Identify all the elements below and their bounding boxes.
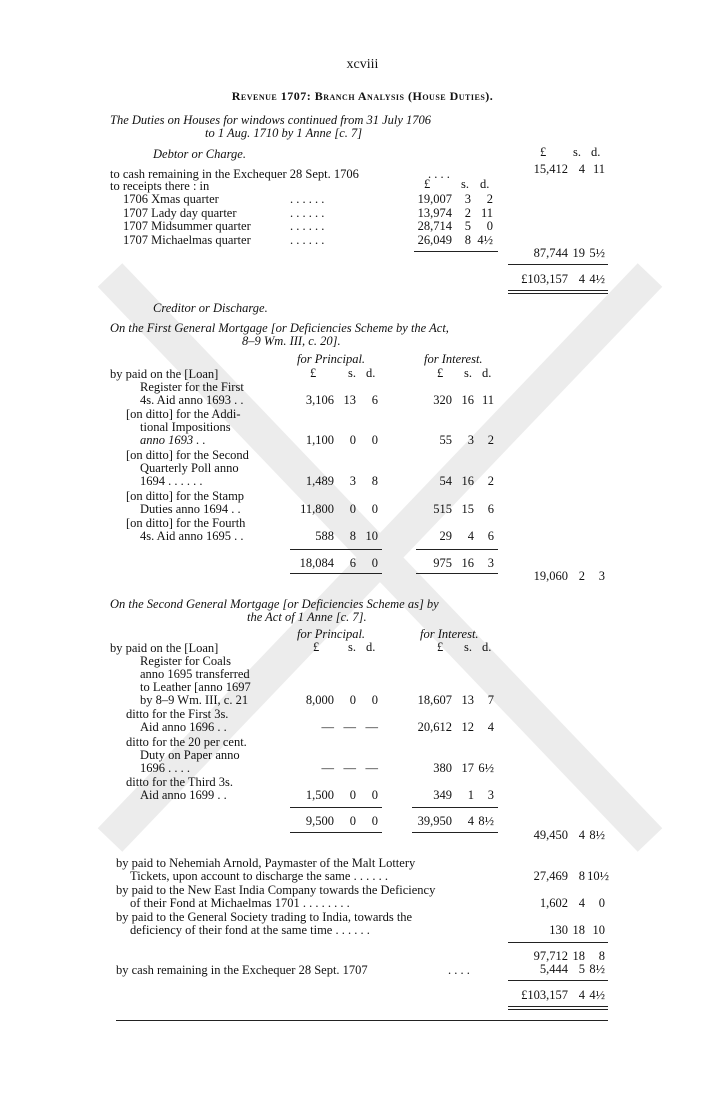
- cash-remaining-end-pounds: 5,444: [539, 962, 568, 976]
- principal-pence: 0: [371, 433, 378, 447]
- interest-pounds: 55: [439, 433, 452, 447]
- row-label-line: ditto for the First 3s.: [126, 707, 229, 721]
- quarter-pence: 0: [486, 219, 493, 233]
- interest-pence: 6½: [478, 761, 494, 775]
- payment-pounds: 130: [549, 923, 568, 937]
- receipts-pounds-header: £: [424, 177, 431, 191]
- row-label-line: tional Impositions: [140, 420, 231, 434]
- interest-pounds: 380: [433, 761, 452, 775]
- first-interest-rule: [416, 549, 498, 550]
- debtor-grand-total-pounds: £103,157: [521, 272, 568, 286]
- principal-pounds: 1,489: [305, 474, 334, 488]
- payment-pounds: 1,602: [539, 896, 568, 910]
- receipts-total-shillings: 19: [572, 246, 585, 260]
- quarter-dots: . . . . . .: [290, 219, 325, 233]
- principal-shillings: 0: [349, 788, 356, 802]
- principal-shillings: 0: [349, 502, 356, 516]
- row-label-line: [on ditto] for the Fourth: [126, 516, 246, 530]
- payment-shillings: 8: [578, 869, 585, 883]
- cash-remaining-end-label: by cash remaining in the Exchequer 28 Sept. 1707: [116, 963, 368, 977]
- interest-shillings: 4: [467, 529, 474, 543]
- payment-pounds: 27,469: [533, 869, 568, 883]
- first-interest-rule-bottom: [416, 573, 498, 574]
- interest-pounds: 54: [439, 474, 452, 488]
- debtor-grand-total-shillings: 4: [578, 272, 585, 286]
- quarter-label: 1707 Michaelmas quarter: [123, 233, 251, 247]
- first-interest-pounds-header: £: [437, 366, 444, 380]
- quarter-label: 1707 Midsummer quarter: [123, 219, 251, 233]
- receipts-total-pounds: 87,744: [533, 246, 568, 260]
- row-label-line: by paid on the [Loan]: [110, 367, 219, 381]
- row-label-line: 1694 . . . . . .: [140, 474, 203, 488]
- interest-shillings: 16: [461, 393, 474, 407]
- row-label-line: Quarterly Poll anno: [140, 461, 239, 475]
- principal-pence: 10: [365, 529, 378, 543]
- first-interest-total-pounds: 975: [433, 556, 452, 570]
- second-interest-total-shillings: 4: [467, 814, 474, 828]
- row-label-line: Aid anno 1696 . .: [140, 720, 227, 734]
- row-label-line: ditto for the Third 3s.: [126, 775, 234, 789]
- receipts-shillings-header: s.: [461, 177, 469, 191]
- page-number: xcviii: [346, 57, 379, 72]
- row-label-line: by 8–9 Wm. III, c. 21: [140, 693, 249, 707]
- principal-pence: 8: [371, 474, 378, 488]
- principal-pence: 0: [371, 693, 378, 707]
- currency-pounds-header: £: [540, 145, 547, 159]
- principal-pounds: 8,000: [305, 693, 334, 707]
- principal-pence: 0: [371, 788, 378, 802]
- interest-shillings: 12: [461, 720, 474, 734]
- interest-pounds: 320: [433, 393, 452, 407]
- payment-line: by paid to the General Society trading to India, towards the: [116, 910, 413, 924]
- debtor-double-rule: [508, 290, 608, 294]
- interest-pounds: 29: [439, 529, 452, 543]
- quarter-dots: . . . . . .: [290, 192, 325, 206]
- principal-shillings: 13: [343, 393, 356, 407]
- interest-pence: 2: [487, 433, 494, 447]
- creditor-heading: Creditor or Discharge.: [153, 301, 268, 315]
- payment-pence: 0: [598, 896, 605, 910]
- final-rule: [508, 980, 608, 981]
- row-label-line: 4s. Aid anno 1693 . .: [140, 393, 244, 407]
- principal-pence: 6: [371, 393, 378, 407]
- subtotal-pounds: 97,712: [533, 949, 568, 963]
- first-principal-total-pence: 0: [371, 556, 378, 570]
- second-principal-header: for Principal.: [297, 627, 366, 641]
- principal-pounds: 3,106: [305, 393, 334, 407]
- principal-shillings: —: [343, 720, 356, 734]
- second-interest-pence-header: d.: [482, 640, 492, 654]
- first-interest-shillings-header: s.: [464, 366, 472, 380]
- cash-remaining-end-shillings: 5: [578, 962, 585, 976]
- interest-pence: 4: [487, 720, 494, 734]
- principal-pounds: 11,800: [300, 502, 334, 516]
- receipts-label: to receipts there : in: [110, 179, 210, 193]
- quarters-rule: [414, 251, 498, 252]
- row-label-line: [on ditto] for the Second: [126, 448, 249, 462]
- interest-shillings: 1: [467, 788, 474, 802]
- row-label-line: to Leather [anno 1697: [140, 680, 251, 694]
- cash-remaining-pounds: 15,412: [533, 162, 568, 176]
- quarter-pence: 2: [486, 192, 493, 206]
- principal-shillings: 0: [349, 433, 356, 447]
- receipts-pence-header: d.: [480, 177, 490, 191]
- first-principal-rule: [290, 549, 382, 550]
- payment-shillings: 18: [572, 923, 585, 937]
- row-label-line: Duties anno 1694 . .: [140, 502, 241, 516]
- page-heading: Revenue 1707: Branch Analysis (House Duties).: [231, 89, 494, 103]
- row-label-line: 1696 . . . .: [140, 761, 190, 775]
- row-label-line: 4s. Aid anno 1695 . .: [140, 529, 244, 543]
- quarter-label: 1706 Xmas quarter: [123, 192, 219, 206]
- second-interest-rule: [412, 807, 498, 808]
- second-interest-shillings-header: s.: [464, 640, 472, 654]
- first-mortgage-title-line1: On the First General Mortgage [or Deficiencies Scheme by the Act,: [110, 321, 449, 335]
- interest-pounds: 18,607: [417, 693, 452, 707]
- interest-pence: 6: [487, 502, 494, 516]
- section-title-line1: The Duties on Houses for windows continued from 31 July 1706: [110, 113, 432, 127]
- quarter-pounds: 28,714: [417, 219, 452, 233]
- principal-shillings: —: [343, 761, 356, 775]
- second-principal-total-pence: 0: [371, 814, 378, 828]
- second-principal-rule-bottom: [290, 832, 382, 833]
- quarter-shillings: 3: [464, 192, 471, 206]
- payment-pence: 10: [592, 923, 605, 937]
- interest-pounds: 349: [433, 788, 452, 802]
- final-double-rule: [508, 1006, 608, 1010]
- cash-remaining-end-dots: . . . .: [448, 963, 470, 977]
- principal-pounds: 588: [315, 529, 334, 543]
- principal-shillings: 3: [349, 474, 356, 488]
- second-mortgage-total-pounds: 49,450: [533, 828, 568, 842]
- principal-pounds: —: [321, 761, 334, 775]
- debtor-heading: Debtor or Charge.: [153, 147, 246, 161]
- principal-pounds: —: [321, 720, 334, 734]
- interest-pounds: 515: [433, 502, 452, 516]
- first-mortgage-total-pounds: 19,060: [533, 569, 568, 583]
- quarter-dots: . . . . . .: [290, 233, 325, 247]
- first-principal-total-pounds: 18,084: [299, 556, 334, 570]
- interest-pence: 3: [487, 788, 494, 802]
- row-label-line: ditto for the 20 per cent.: [126, 735, 247, 749]
- second-mortgage-total-pence: 8½: [589, 828, 605, 842]
- payment-line: by paid to Nehemiah Arnold, Paymaster of the Malt Lottery: [116, 856, 416, 870]
- row-label-line: Register for the First: [140, 380, 244, 394]
- quarter-pence: 11: [480, 206, 493, 220]
- second-principal-total-pounds: 9,500: [305, 814, 334, 828]
- interest-shillings: 15: [461, 502, 474, 516]
- interest-pence: 2: [487, 474, 494, 488]
- quarter-pence: 4½: [477, 233, 493, 247]
- row-label-line: [on ditto] for the Addi-: [126, 407, 241, 421]
- currency-shillings-header: s.: [573, 145, 581, 159]
- second-interest-pounds-header: £: [437, 640, 444, 654]
- payment-pence: 10½: [587, 869, 609, 883]
- quarter-pounds: 26,049: [417, 233, 452, 247]
- principal-pence: 0: [371, 502, 378, 516]
- first-mortgage-title-line2: 8–9 Wm. III, c. 20].: [242, 334, 341, 348]
- row-label-line: anno 1695 transferred: [140, 667, 250, 681]
- principal-pounds: 1,100: [305, 433, 334, 447]
- interest-shillings: 3: [467, 433, 474, 447]
- interest-pounds: 20,612: [417, 720, 452, 734]
- first-principal-shillings-header: s.: [348, 366, 356, 380]
- cash-remaining-shillings: 4: [578, 162, 585, 176]
- row-label-line: Duty on Paper anno: [140, 748, 240, 762]
- principal-pence: —: [365, 720, 378, 734]
- second-mortgage-total-shillings: 4: [578, 828, 585, 842]
- row-label-line: Register for Coals: [140, 654, 231, 668]
- interest-shillings: 17: [461, 761, 474, 775]
- second-interest-total-pence: 8½: [478, 814, 494, 828]
- second-interest-total-pounds: 39,950: [417, 814, 452, 828]
- first-mortgage-total-pence: 3: [598, 569, 605, 583]
- final-total-shillings: 4: [578, 988, 585, 1002]
- second-interest-header: for Interest.: [420, 627, 479, 641]
- row-label-line: Aid anno 1699 . .: [140, 788, 227, 802]
- payment-line: of their Fond at Michaelmas 1701 . . . . . . . .: [130, 896, 350, 910]
- second-mortgage-title-line2: the Act of 1 Anne [c. 7].: [247, 610, 367, 624]
- first-interest-total-pence: 3: [487, 556, 494, 570]
- payments-rule: [508, 942, 608, 943]
- quarter-shillings: 5: [464, 219, 471, 233]
- quarter-shillings: 2: [464, 206, 471, 220]
- first-interest-total-shillings: 16: [461, 556, 474, 570]
- quarter-pounds: 13,974: [417, 206, 452, 220]
- row-label-line: anno 1693 . .: [140, 433, 206, 447]
- first-interest-pence-header: d.: [482, 366, 492, 380]
- interest-pence: 11: [481, 393, 494, 407]
- first-mortgage-total-shillings: 2: [578, 569, 585, 583]
- section-title-line2: to 1 Aug. 1710 by 1 Anne [c. 7]: [205, 126, 363, 140]
- currency-pence-header: d.: [591, 145, 601, 159]
- row-label-line: [on ditto] for the Stamp: [126, 489, 245, 503]
- payment-shillings: 4: [578, 896, 585, 910]
- first-principal-header: for Principal.: [297, 352, 366, 366]
- quarter-dots: . . . . . .: [290, 206, 325, 220]
- second-principal-pence-header: d.: [366, 640, 376, 654]
- first-principal-rule-bottom: [290, 573, 382, 574]
- interest-pence: 6: [487, 529, 494, 543]
- first-interest-header: for Interest.: [424, 352, 483, 366]
- final-total-pence: 4½: [589, 988, 605, 1002]
- principal-pence: —: [365, 761, 378, 775]
- final-total-pounds: £103,157: [521, 988, 568, 1002]
- interest-shillings: 13: [461, 693, 474, 707]
- second-principal-pounds-header: £: [313, 640, 320, 654]
- second-principal-total-shillings: 0: [349, 814, 356, 828]
- debtor-grand-total-pence: 4½: [589, 272, 605, 286]
- quarter-pounds: 19,007: [417, 192, 452, 206]
- cash-remaining-dots: . . . .: [428, 167, 450, 181]
- cash-remaining-end-pence: 8½: [589, 962, 605, 976]
- subtotal-shillings: 18: [572, 949, 585, 963]
- subtotal-pence: 8: [598, 949, 605, 963]
- second-interest-rule-bottom: [412, 832, 498, 833]
- interest-shillings: 16: [461, 474, 474, 488]
- second-principal-shillings-header: s.: [348, 640, 356, 654]
- quarter-shillings: 8: [464, 233, 471, 247]
- receipts-total-pence: 5½: [589, 246, 605, 260]
- first-principal-total-shillings: 6: [349, 556, 356, 570]
- principal-shillings: 0: [349, 693, 356, 707]
- row-label-line: by paid on the [Loan]: [110, 641, 219, 655]
- interest-pence: 7: [487, 693, 494, 707]
- first-principal-pounds-header: £: [310, 366, 317, 380]
- payment-line: deficiency of their fond at the same time . . . . . .: [130, 923, 370, 937]
- second-principal-rule: [290, 807, 382, 808]
- cash-remaining-label: to cash remaining in the Exchequer 28 Sept. 1706: [110, 167, 359, 181]
- first-principal-pence-header: d.: [366, 366, 376, 380]
- second-mortgage-title-line1: On the Second General Mortgage [or Deficiencies Scheme as] by: [110, 597, 439, 611]
- principal-shillings: 8: [349, 529, 356, 543]
- payment-line: Tickets, upon account to discharge the same . . . . . .: [130, 869, 388, 883]
- cash-remaining-pence: 11: [592, 162, 605, 176]
- quarter-label: 1707 Lady day quarter: [123, 206, 237, 220]
- debtor-rule: [508, 264, 608, 265]
- principal-pounds: 1,500: [305, 788, 334, 802]
- payment-line: by paid to the New East India Company towards the Deficiency: [116, 883, 436, 897]
- page-bottom-rule: [116, 1020, 608, 1021]
